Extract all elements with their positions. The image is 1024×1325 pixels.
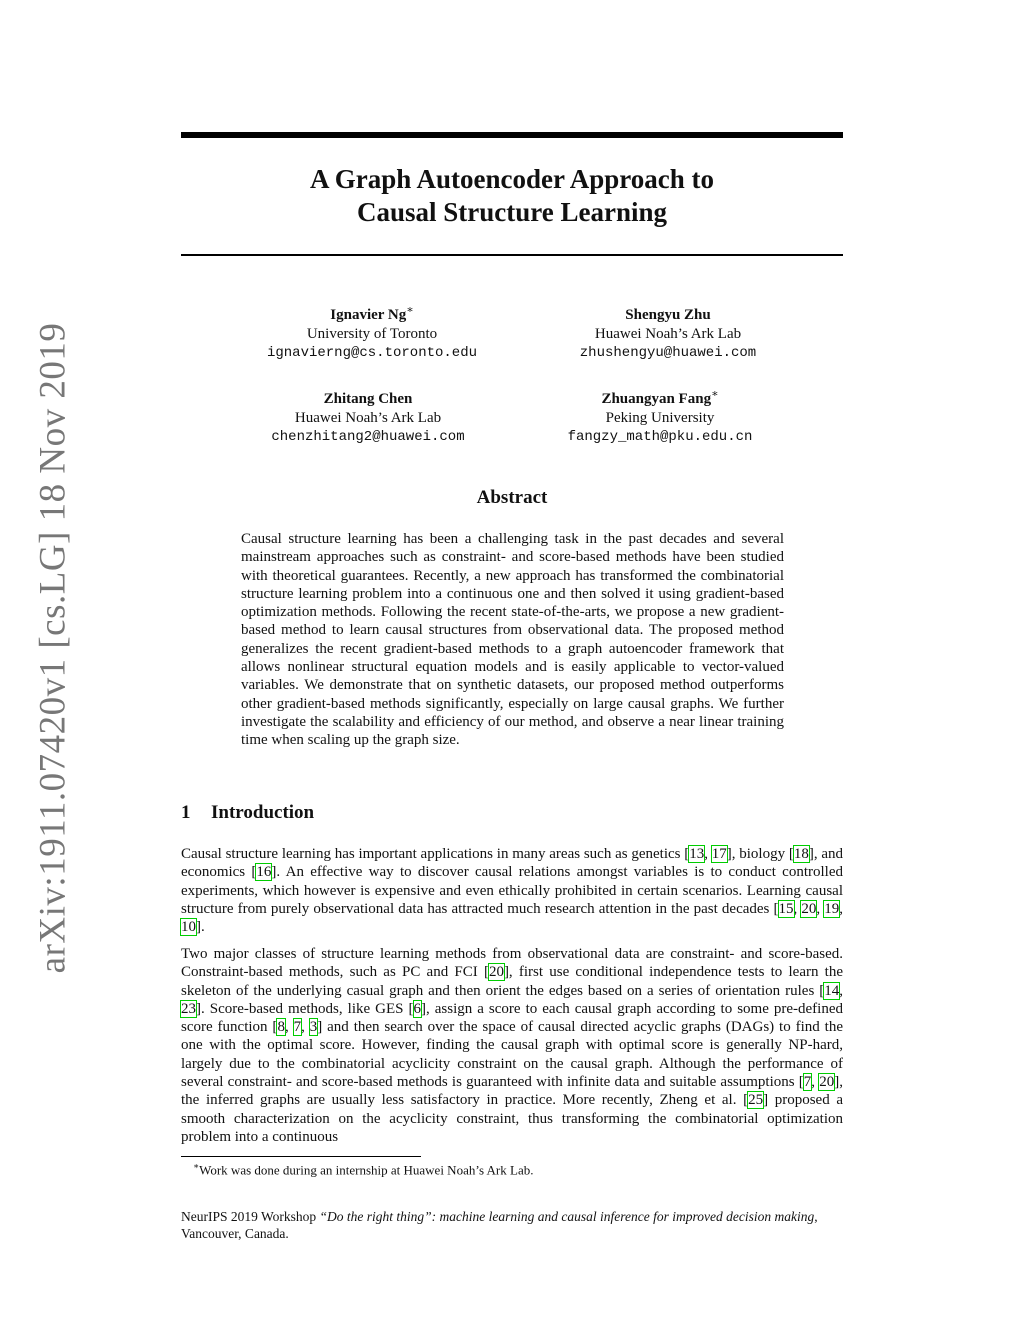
title-line-2: Causal Structure Learning — [356, 197, 667, 227]
citation-link[interactable]: 20 — [488, 964, 504, 981]
arxiv-identifier: arXiv:1911.07420v1 [cs.LG] 18 Nov 2019 — [32, 322, 74, 974]
author-block-2 — [503, 301, 833, 363]
paper-title — [181, 163, 843, 229]
citation-link[interactable]: 13 — [689, 846, 705, 862]
title-bottom-rule — [181, 254, 843, 256]
intro-paragraph-2: Two major classes of structure learning methods from observational data are constraint- and score-based. Constraint-based methods, such as PC and FCI [20], first use conditional independence tests to learn the skeleton of the underlying casual graph and then orient the edges based on a series of orientation rules [14, 23]. Score-based methods, like GES [6], assign a score to each causal graph according to some pre-defined score function [8, 7, 3] and then search over the space of causal directed acyclic graphs (DAGs) to find the one with the optimal score. However, finding the causal graph with optimal score is generally NP-hard, largely due to the combinatorial acyclicity constraint on the causal graph. Although the performance of several constraint- and score-based methods is guaranteed with infinite data and suitable assumptions [7, 20], the inferred graphs are usually less satisfactory in practice. More recently, Zheng et al. [25] proposed a smooth characterization on the acyclicity constraint, thus transforming the combinatorial optimization problem into a continuous — [181, 946, 844, 1145]
citation-link[interactable]: 6 — [413, 1000, 421, 1017]
author-name: Shengyu Zhu — [625, 307, 711, 323]
section-heading-introduction — [181, 802, 314, 824]
section-number: 1 — [181, 802, 191, 823]
citation-link[interactable]: 10 — [181, 919, 196, 936]
footnote — [193, 1158, 533, 1178]
author-block-4 — [495, 385, 825, 447]
title-top-rule — [181, 132, 843, 138]
abstract-text: Causal structure learning has been a challenging task in the past decades and several mainstream approaches such as constraint- and score-based methods have been studied with theoretical guarantees. Recently, a new approach has transformed the combinatorial structure learning problem into a continuous one and then solved it using gradient-based optimization methods. Following the recent state-of-the-arts, we propose a new gradient-based method to learn causal structures from observational data. The proposed method generalizes the recent gradient-based methods to a graph autoencoder framework that allows nonlinear structural equation models and is easily applicable to vector-valued variables. We demonstrate that on synthetic datasets, our proposed method outperforms other gradient-based methods significantly, especially on large causal graphs. We further investigate the scalability and efficiency of our method, and observe a near linear training time when scaling up the graph size. — [241, 531, 784, 749]
venue-note: NeurIPS 2019 Workshop “Do the right thing”: machine learning and causal inference for improved decision making, Vancouver, Canada. — [181, 1209, 818, 1241]
citation-link[interactable]: 16 — [256, 864, 272, 881]
citation-link[interactable]: 23 — [181, 1000, 196, 1017]
citation-link[interactable]: 15 — [778, 900, 794, 917]
citation-link[interactable]: 7 — [803, 1074, 812, 1091]
citation-link[interactable]: 19 — [824, 900, 840, 917]
author-affiliation: University of Toronto — [306, 326, 438, 342]
author-email: chenzhitang2@huawei.com — [271, 429, 465, 445]
author-affiliation: Huawei Noah’s Ark Lab — [594, 326, 742, 342]
title-line-1: A Graph Autoencoder Approach to — [309, 164, 715, 194]
footnote-text: Work was done during an internship at Huawei Noah’s Ark Lab. — [199, 1162, 534, 1178]
author-name: Zhitang Chen — [323, 391, 413, 407]
citation-link[interactable]: 18 — [793, 846, 809, 862]
citation-link[interactable]: 7 — [293, 1019, 302, 1036]
citation-link[interactable]: 20 — [819, 1074, 835, 1091]
abstract-heading: Abstract — [476, 487, 548, 508]
author-block-1 — [207, 301, 537, 363]
author-email: fangzy_math@pku.edu.cn — [567, 429, 753, 445]
author-affiliation: Peking University — [605, 410, 715, 426]
citation-link[interactable]: 3 — [309, 1019, 318, 1036]
workshop-title: “Do the right thing”: machine learning and causal inference for improved decision making — [319, 1209, 815, 1224]
author-email: ignavierng@cs.toronto.edu — [266, 345, 478, 361]
author-name: Ignavier Ng∗ — [330, 304, 414, 323]
footnote-mark: ∗ — [193, 1161, 200, 1171]
citation-link[interactable]: 14 — [824, 982, 840, 999]
author-affiliation: Huawei Noah’s Ark Lab — [294, 410, 442, 426]
citation-link[interactable]: 25 — [748, 1092, 764, 1109]
author-block-3 — [203, 385, 533, 447]
citation-link[interactable]: 17 — [711, 846, 727, 862]
citation-link[interactable]: 8 — [277, 1019, 285, 1036]
footnote-rule — [181, 1156, 421, 1157]
author-name: Zhuangyan Fang∗ — [601, 388, 719, 407]
citation-link[interactable]: 20 — [801, 900, 817, 917]
section-title: Introduction — [211, 802, 315, 823]
author-email: zhushengyu@huawei.com — [579, 345, 757, 361]
intro-paragraph-1: Causal structure learning has important applications in many areas such as genetics [13, 17], biology [18], and economics [16]. An effective way to discover causal relations amongst variables is to conduct controlled experiments, which however is expensive and even ethically prohibited in certain scenarios. Learning causal structure from purely observational data has attracted much research attention in the past decades [15, 20, 19, 10]. — [181, 846, 844, 936]
